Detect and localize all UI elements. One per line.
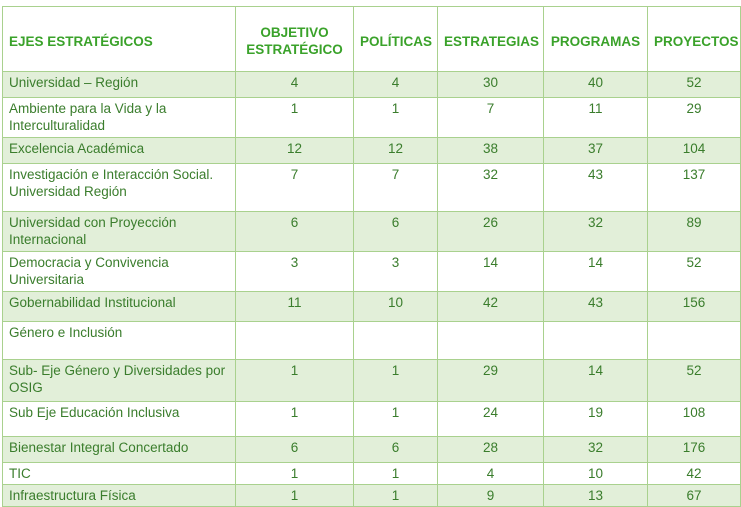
proyectos-cell: 67 (648, 485, 741, 507)
header-ejes: EJES ESTRATÉGICOS (3, 7, 236, 72)
estrategias-cell: 24 (438, 402, 544, 437)
header-estrategias: ESTRATEGIAS (438, 7, 544, 72)
politicas-cell: 1 (354, 360, 438, 402)
proyectos-cell (648, 322, 741, 360)
estrategias-cell: 42 (438, 292, 544, 322)
politicas-cell: 1 (354, 485, 438, 507)
header-row (3, 7, 741, 72)
eje-cell: TIC (3, 463, 236, 485)
programas-cell: 14 (544, 252, 648, 292)
politicas-cell: 12 (354, 138, 438, 164)
estrategias-cell (438, 322, 544, 360)
objetivo-cell: 11 (236, 292, 354, 322)
programas-cell: 13 (544, 485, 648, 507)
programas-cell (544, 322, 648, 360)
objetivo-cell: 1 (236, 485, 354, 507)
eje-cell: Infraestructura Física (3, 485, 236, 507)
proyectos-cell: 52 (648, 360, 741, 402)
estrategias-cell: 38 (438, 138, 544, 164)
politicas-cell: 1 (354, 402, 438, 437)
objetivo-cell: 6 (236, 437, 354, 463)
proyectos-cell: 89 (648, 212, 741, 252)
objetivo-cell: 4 (236, 72, 354, 98)
politicas-cell: 1 (354, 463, 438, 485)
politicas-cell: 7 (354, 164, 438, 212)
objetivo-cell: 12 (236, 138, 354, 164)
programas-cell: 32 (544, 212, 648, 252)
eje-cell: Sub- Eje Género y Diversidades por OSIG (3, 360, 236, 402)
proyectos-cell: 104 (648, 138, 741, 164)
politicas-cell: 3 (354, 252, 438, 292)
eje-cell: Universidad – Región (3, 72, 236, 98)
table-row (3, 98, 741, 138)
eje-cell: Género e Inclusión (3, 322, 236, 360)
politicas-cell: 4 (354, 72, 438, 98)
strategic-axes-table (2, 6, 741, 507)
table-row (3, 463, 741, 485)
proyectos-cell: 137 (648, 164, 741, 212)
table-row (3, 402, 741, 437)
proyectos-cell: 156 (648, 292, 741, 322)
programas-cell: 10 (544, 463, 648, 485)
eje-cell: Universidad con Proyección Internacional (3, 212, 236, 252)
objetivo-cell: 7 (236, 164, 354, 212)
programas-cell: 14 (544, 360, 648, 402)
estrategias-cell: 30 (438, 72, 544, 98)
estrategias-cell: 28 (438, 437, 544, 463)
table-row (3, 292, 741, 322)
table-row (3, 72, 741, 98)
proyectos-cell: 52 (648, 72, 741, 98)
objetivo-cell: 3 (236, 252, 354, 292)
proyectos-cell: 108 (648, 402, 741, 437)
eje-cell: Excelencia Académica (3, 138, 236, 164)
eje-cell: Democracia y Convivencia Universitaria (3, 252, 236, 292)
programas-cell: 37 (544, 138, 648, 164)
table-row (3, 322, 741, 360)
estrategias-cell: 4 (438, 463, 544, 485)
politicas-cell (354, 322, 438, 360)
header-objetivo: OBJETIVO ESTRATÉGICO (236, 7, 354, 72)
programas-cell: 11 (544, 98, 648, 138)
proyectos-cell: 29 (648, 98, 741, 138)
politicas-cell: 6 (354, 212, 438, 252)
table-row (3, 485, 741, 507)
estrategias-cell: 7 (438, 98, 544, 138)
programas-cell: 43 (544, 292, 648, 322)
table-row (3, 138, 741, 164)
objetivo-cell: 1 (236, 360, 354, 402)
politicas-cell: 6 (354, 437, 438, 463)
proyectos-cell: 176 (648, 437, 741, 463)
objetivo-cell: 1 (236, 98, 354, 138)
programas-cell: 19 (544, 402, 648, 437)
estrategias-cell: 26 (438, 212, 544, 252)
programas-cell: 40 (544, 72, 648, 98)
objetivo-cell (236, 322, 354, 360)
estrategias-cell: 32 (438, 164, 544, 212)
header-proyectos: PROYECTOS (648, 7, 741, 72)
table-row (3, 164, 741, 212)
politicas-cell: 10 (354, 292, 438, 322)
estrategias-cell: 29 (438, 360, 544, 402)
header-politicas: POLÍTICAS (354, 7, 438, 72)
header-programas: PROGRAMAS (544, 7, 648, 72)
eje-cell: Bienestar Integral Concertado (3, 437, 236, 463)
table-row (3, 252, 741, 292)
table-row (3, 437, 741, 463)
eje-cell: Gobernabilidad Institucional (3, 292, 236, 322)
objetivo-cell: 6 (236, 212, 354, 252)
programas-cell: 32 (544, 437, 648, 463)
objetivo-cell: 1 (236, 463, 354, 485)
proyectos-cell: 42 (648, 463, 741, 485)
estrategias-cell: 14 (438, 252, 544, 292)
programas-cell: 43 (544, 164, 648, 212)
eje-cell: Sub Eje Educación Inclusiva (3, 402, 236, 437)
eje-cell: Ambiente para la Vida y la Interculturalidad (3, 98, 236, 138)
table-row (3, 360, 741, 402)
objetivo-cell: 1 (236, 402, 354, 437)
proyectos-cell: 52 (648, 252, 741, 292)
politicas-cell: 1 (354, 98, 438, 138)
table-row (3, 212, 741, 252)
eje-cell: Investigación e Interacción Social. Universidad Región (3, 164, 236, 212)
estrategias-cell: 9 (438, 485, 544, 507)
